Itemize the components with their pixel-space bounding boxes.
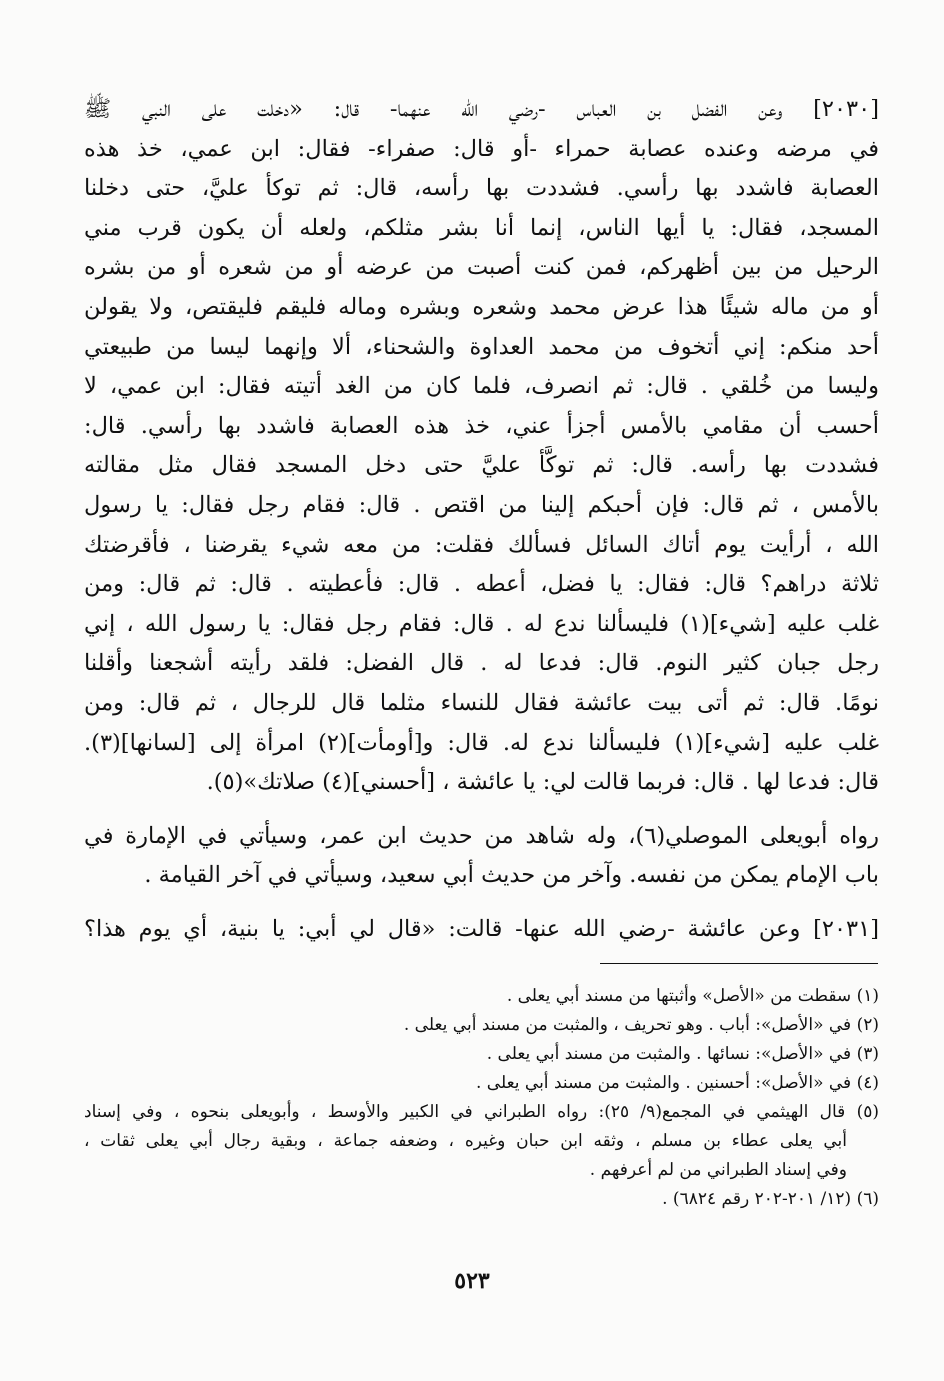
text-line: أو من ماله شيئًا هذا عرض محمد وشعره وبشره وماله فليقم فليقتص، ولا يقولن	[84, 293, 879, 320]
text-line: غلب عليه [شيء](١) فليسألنا ندع له . قال: فقام رجل فقال: يا رسول الله ، إني	[84, 610, 879, 637]
footnote-5-continued: وفي إسناد الطبراني من لم أعرفهم .	[589, 1160, 847, 1180]
text-line: ثلاثة دراهم؟ قال: فقال: يا فضل، أعطه . قال: فأعطيته . قال: ثم قال: ومن	[84, 571, 879, 598]
text-line: بالأمس ، ثم قال: فإن أحبكم إلينا من اقتص . قال: فقام رجل فقال: يا رسول	[84, 491, 879, 518]
hadith-2031	[84, 910, 879, 950]
text-line: الله ، أرأيت يوم أتاك السائل فسألك فقلت: من معه شيء يقرضنا ، فأقرضتك	[84, 531, 879, 558]
takhrij-paragraph	[84, 817, 879, 896]
main-text	[84, 90, 879, 949]
text-line: المسجد، فقال: يا أيها الناس، إنما أنا بشر مثلكم، ولعله أن يكون قرب مني	[84, 214, 879, 241]
footnote-1: (١) سقطت من «الأصل» وأثبتها من مسند أبي يعلى .	[506, 986, 879, 1006]
footnote-6: (٦) (١٢/ ٢٠١-٢٠٢ رقم ٦٨٢٤) .	[662, 1189, 879, 1209]
text-line: رجل جبان كثير النوم. قال: فدعا له . قال الفضل: فلقد رأيته أشجعنا وأقلنا	[84, 650, 879, 677]
text-line: [٢٠٣٠] وعن الفضل بن العباس -رضي الله عنهما- قال: «دخلت على النبي ﷺ	[84, 96, 879, 122]
footnote-3: (٣) في «الأصل»: نسائها . والمثبت من مسند أبي يعلى .	[486, 1044, 879, 1064]
text-line: غلب عليه [شيء](١) فليسألنا ندع له. قال: و[أومأت](٢) امرأة إلى [لسانها](٣).	[84, 729, 879, 756]
text-line: فشددت بها رأسه. قال: ثم توكَّأ عليَّ حتى دخل المسجد فقال مثل مقالته	[84, 452, 879, 479]
text-line: رواه أبويعلى الموصلي(٦)، وله شاهد من حديث ابن عمر، وسيأتي في الإمارة في	[84, 822, 879, 849]
footnote-4: (٤) في «الأصل»: أحسنين . والمثبت من مسند أبي يعلى .	[475, 1073, 879, 1093]
page-number: ٥٢٣	[454, 1268, 490, 1294]
text-line: قال: فدعا لها . قال: فربما قالت لي: يا عائشة ، [أحسني](٤) صلاتك»(٥).	[206, 769, 879, 796]
text-line: وليسا من خُلقي . قال: ثم انصرف، فلما كان من الغد أتيته فقال: ابن عمي، لا	[84, 373, 879, 400]
footnote-5: (٥) قال الهيثمي في المجمع(٩/ ٢٥): رواه الطبراني في الكبير والأوسط ، وأبويعلى بنحوه ، وفي إسناد	[84, 1102, 879, 1122]
text-line: نومًا. قال: ثم أتى بيت عائشة فقال للنساء مثلما قال للرجال ، ثم قال: ومن	[84, 689, 879, 716]
footnotes	[84, 982, 879, 1214]
hadith-2030	[84, 90, 879, 803]
text-line: أحد منكم: إني أتخوف من محمد العداوة والشحناء، ألا وإنهما ليسا من طبيعتي	[84, 333, 879, 360]
footnote-5-continued: أبي يعلى عطاء بن مسلم ، وثقه ابن حبان وغيره ، وضعفه جماعة ، وبقية رجال أبي يعلى ثقات ،	[84, 1131, 847, 1151]
text-line: الرحيل من بين أظهركم، فمن كنت أصبت من عرضه أو من شعره أو من بشره	[84, 254, 879, 281]
text-line: في مرضه وعنده عصابة حمراء -أو قال: صفراء- فقال: ابن عمي، خذ هذه	[84, 135, 879, 162]
footnote-2: (٢) في «الأصل»: أباب . وهو تحريف ، والمثبت من مسند أبي يعلى .	[403, 1015, 879, 1035]
text-line: أحسب أن مقامي بالأمس أجزأ عني، خذ هذه العصابة فاشدد بها رأسي. قال:	[84, 412, 879, 439]
text-line: العصابة فاشدد بها رأسي. فشددت بها رأسه، قال: ثم توكأ عليَّ، حتى دخلنا	[84, 175, 879, 202]
text-line: [٢٠٣١] وعن عائشة -رضي الله عنها- قالت: «قال لي أبي: يا بنية، أي يوم هذا؟	[84, 915, 879, 942]
footnote-separator	[600, 963, 878, 964]
text-line: باب الإمام يمكن من نفسه. وآخر من حديث أبي سعيد، وسيأتي في آخر القيامة .	[144, 862, 879, 889]
